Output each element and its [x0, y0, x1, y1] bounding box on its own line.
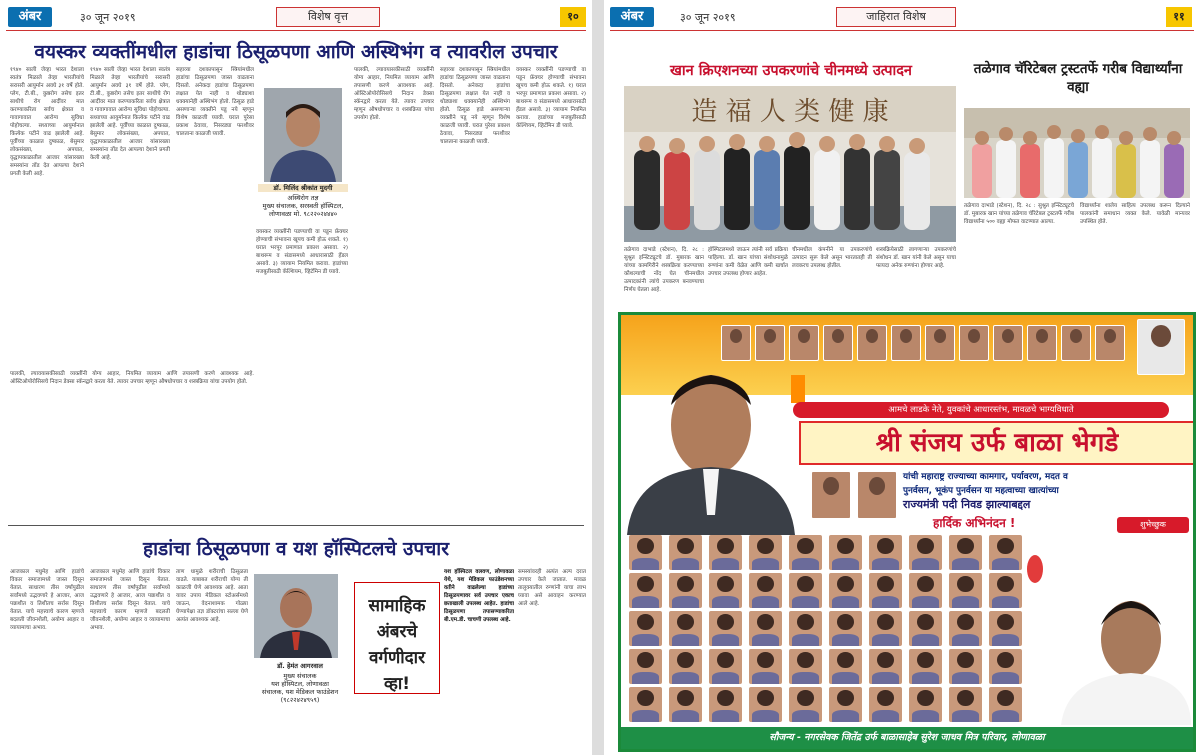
supporter-photo [829, 687, 862, 722]
article-column: हॉस्पिटलमध्ये जाऊन त्यांनी सर्व प्रक्रिया पाहिल्या. डॉ. खान यांच्या संशोधनामुळे रुग्णांना कमी वेळेत आणि कमी खर्चात उपचार उपलब्ध होणार आहेत. [708, 247, 788, 277]
supporter-photo [949, 535, 982, 570]
doctor-photo [254, 574, 338, 658]
leader-photo [1095, 325, 1125, 361]
doctor-caption-detail: मुख्य संचालक यश हॉस्पिटल, लोणावळा संचालक, यश मेडिकल फाउंडेशन (९८२२४२४९५९) [261, 672, 339, 704]
leader-photo [891, 325, 921, 361]
advert-line: पुनर्वसन, भूकंप पुनर्वसन या महत्वाच्या खात्यांच्या [903, 486, 1059, 496]
article-headline: वयस्कर व्यक्तींमधील हाडांचा ठिसूळपणा आणि अस्थिभंग व त्यावरील उपचार [34, 41, 558, 63]
leader-photo [811, 471, 851, 519]
sponsor-portrait [1041, 585, 1191, 725]
supporter-photo [949, 573, 982, 608]
right-page [604, 0, 1200, 755]
supporter-photo [949, 687, 982, 722]
supporter-photo [909, 573, 942, 608]
advert-footer: सौजन्य - नगरसेवक जितेंद्र उर्फ बाळासाहेब सुरेश जाधव मित्र परिवार, लोणावळा [621, 727, 1193, 749]
doctor-caption: डॉ. हेमंत आगरवाल [277, 662, 323, 670]
article-column: चीनमधील कंपनीने या उपकरणांचे उत्पादन सुरू केले असून भारतातही ती लवकरच उपलब्ध होतील. [792, 247, 872, 269]
masthead-rule [6, 30, 586, 31]
leader-photo [993, 325, 1023, 361]
supporter-photo [669, 649, 702, 684]
advert-greeting: हार्दिक अभिनंदन ! [933, 516, 1016, 530]
doctor-portrait-icon [254, 574, 338, 658]
supporter-photo [909, 535, 942, 570]
issue-date: ३० जून २०१९ [80, 11, 136, 24]
supporter-photo [909, 611, 942, 646]
article-column: पालकी, ल्यावयासकीसाठी व्यक्तींनी योग्य आहार, नियमित व्यायाम आणि तपासणी करणे आवश्यक आहे. ऑस्टिओपोरोसिसचे निदान डेक्सा स्कॅनद्वारे करता येते. त्यावर उपचार म्हणून औषधोपचार व शस्त्रक्रिया यांचा उपयोग होतो. [10, 371, 254, 385]
article-column: तळेगाव दाभाडे (स्टेशन), दि. २८ : सुश्रुत इन्स्टिट्यूटचे डॉ. मुबारक खान यांच्या कामगिरीने शस्त्रक्रिया करण्याच्या कौशल्याची नोंद घेत चीनमधील उत्पादकांनी त्यांचे उपकरण बनवण्याचा निर्णय घेतला आहे. [624, 247, 704, 293]
students-group-photo [964, 108, 1190, 198]
article-column: तळेगाव दाभाडे (स्टेशन), दि. २८ : सुश्रुत इन्स्टिट्यूटचे डॉ. मुबारक खान यांच्या तळेगाव चॅरिटेबल ट्रस्टतर्फे गरीब विद्यार्थ्यांना ५०० वह्या मोफत वाटण्यात आल्या. [964, 203, 1074, 225]
leader-photo [857, 471, 897, 519]
supporter-photo [869, 649, 902, 684]
article-column: सहाव्या दशकापासून स्त्रियांमधील हाडांचा ठिसूळपणा जास्त वाढताना दिसतो. अनेकदा हाडांचा ठिसूळपणा लक्षात येत नाही व थोड्याशा धक्क्यानेही अस्थिभंग होतो. ठिसूळ हाडे असणाऱ्या व्यक्तीने पडू नये म्हणून विशेष काळजी घ्यावी. घरात पुरेसा प्रकाश ठेवावा, निसरड्या फरशीवर चालताना काळजी घ्यावी. [176, 67, 254, 137]
supporter-photo [669, 573, 702, 608]
section-label: विशेष वृत्त [276, 7, 380, 27]
factory-group-photo [624, 86, 956, 242]
minister-portrait-icon [627, 355, 795, 535]
supporter-photo [749, 573, 782, 608]
group-photo [624, 86, 956, 242]
logo: अंबर [8, 7, 52, 27]
supporter-photo [869, 573, 902, 608]
leader-photo [1061, 325, 1091, 361]
article-column: १९४० साली जेव्हा भारत देशाला स्वतंत्र मिळाले तेव्हा भारतीयांचे सरासरी आयुर्मान अवघे ३१ वर्षे होते. प्लेग, टी.बी., कुष्ठरोग तसेच इतर साथीचे रोग आदींवर मात करण्याकरिता सर्वच क्षेत्रात व गावागावात आरोग्य सुविधा पोहोचल्या. सध्याच्या आयुर्मानात कित्येक पटीने वाढ झालेली आहे. पूर्वीच्या काळात दुष्काळ, बेसुमार लोकसंख्या, अपघात, वृद्धापकाळातील आजार यांसारख्या समस्यांना तोंड देत आपल्या देशाने प्रगती केली आहे. [10, 67, 84, 177]
supporter-photo [709, 535, 742, 570]
leader-photo [857, 325, 887, 361]
supporter-photo [949, 611, 982, 646]
supporter-photo [789, 687, 822, 722]
subscription-box: सामाहिक अंबरचे वर्गणीदार व्हा! [354, 582, 440, 694]
supporter-photo [669, 611, 702, 646]
doctor-photo [264, 88, 342, 182]
left-masthead [0, 6, 592, 28]
sponsor-portrait-icon [1041, 585, 1191, 725]
article-column: वयस्कर व्यक्तींनी पडण्याची वा पडून फ्रॅक्चर होण्याची संभावना खूपच कमी होऊ शकते. १) घरात भरपूर प्रमाणात प्रकाश असावा. २) बाथरूम व संडासमध्ये आधारासाठी हँडल असावे. ३) व्यायाम नियमित करावा. हाडांच्या मजबुतीसाठी कॅल्शियम, व्हिटॅमिन डी घ्यावे. [516, 67, 586, 129]
supporter-photo [829, 649, 862, 684]
advert-line: यांची महाराष्ट्र राज्याच्या कामगार, पर्यावरण, मदत व [903, 472, 1068, 482]
supporter-photo [789, 535, 822, 570]
masthead-rule [610, 30, 1194, 31]
leader-photo [959, 325, 989, 361]
logo: अंबर [610, 7, 654, 27]
supporter-photo [629, 649, 662, 684]
supporter-photo [629, 687, 662, 722]
issue-date: ३० जून २०१९ [680, 11, 736, 24]
supporter-photo [789, 573, 822, 608]
supporter-photo [989, 687, 1022, 722]
supporter-photo [869, 687, 902, 722]
supporter-photo [949, 649, 982, 684]
supporter-photo [629, 611, 662, 646]
supporters-grid [629, 535, 1027, 725]
supporter-photo [989, 535, 1022, 570]
supporter-photo [989, 649, 1022, 684]
supporter-photo [989, 611, 1022, 646]
supporter-photo [829, 573, 862, 608]
supporter-photo [869, 611, 902, 646]
doctor-caption-detail: अस्थिरोग तज्ञ मुख्य संचालक, सरस्वती हॉस्पिटल, लोणावळा मो. ९८२२०२४४४० [262, 194, 344, 218]
supporter-photo [829, 535, 862, 570]
page-number: ११ [1166, 7, 1192, 27]
patron-photo [1137, 319, 1185, 375]
section-label: जाहिरात विशेष [836, 7, 956, 27]
article-divider [8, 525, 584, 526]
article-column: १९४० साली जेव्हा भारत देशाला स्वतंत्र मिळाले तेव्हा भारतीयांचे सरासरी आयुर्मान अवघे ३१ वर्षे होते. प्लेग, टी.बी., कुष्ठरोग तसेच इतर साथीचे रोग आदींवर मात करण्याकरिता सर्वच क्षेत्रात व गावागावात आरोग्य सुविधा पोहोचल्या. सध्याच्या आयुर्मानात कित्येक पटीने वाढ झालेली आहे. पूर्वीच्या काळात दुष्काळ, बेसुमार लोकसंख्या, अपघात, वृद्धापकाळातील आजार यांसारख्या समस्यांना तोंड देत आपल्या देशाने प्रगती केली आहे. [90, 67, 170, 161]
supporter-photo [789, 611, 822, 646]
article-column: ताण धामुळे शरीराची ठिसूळता वाढते. याबाबत शरीराची योग्य ती काळजी घेणे आवश्यक आहे. आता यावर उपाय मेडिकल स्टोअर्समध्ये जाऊन, वेदनाशामक गोळ्या घेण्यापेक्षा तज्ञ डॉक्टरांचा सल्ला घेणे अत्यंत आवश्यक आहे. [176, 569, 248, 623]
leader-photo [925, 325, 955, 361]
supporter-photo [869, 535, 902, 570]
supporter-photo [829, 611, 862, 646]
leader-photo [823, 325, 853, 361]
left-page [0, 0, 592, 755]
article-column: पालकी, ल्यावयासकीसाठी व्यक्तींनी योग्य आहार, नियमित व्यायाम आणि तपासणी करणे आवश्यक आहे. ऑस्टिओपोरोसिसचे निदान डेक्सा स्कॅनद्वारे करता येते. त्यावर उपचार म्हणून औषधोपचार व शस्त्रक्रिया यांचा उपयोग होतो. [354, 67, 434, 121]
supporter-photo [709, 573, 742, 608]
flower-icon [1027, 555, 1043, 583]
article-column: आजकाल मधुमेह आणि हाडांचे विकार समाजामध्ये जास्त दिसून येतात. साधारण तीस वर्षांपुढील सर्वांमध्ये उद्भवणारे हे आजार, आज पन्नाशीत व तिशीतच सर्रास दिसून येतात. याचे महत्त्वाचे कारण म्हणजे बदलती जीवनशैली, अयोग्य आहार व व्यायामाचा अभाव. [10, 569, 84, 631]
well-wisher-badge: शुभेच्छुक [1117, 517, 1189, 533]
supporter-photo [909, 687, 942, 722]
minister-name: श्री संजय उर्फ बाळा भेगडे [799, 421, 1195, 465]
article-column: शस्त्रक्रियेसाठी लागणाऱ्या उपकरणांचे संशोधन डॉ. खान यांनी केले असून याचा फायदा अनेक रुग्णांना होणार आहे. [876, 247, 956, 269]
minister-portrait [627, 355, 795, 535]
article-headline: तळेगाव चॅरिटेबल ट्रस्टतर्फे गरीब विद्यार्थ्यांना वह्या [973, 61, 1183, 95]
article-column: वयस्कर व्यक्तींनी पडण्याची वा पडून फ्रॅक्चर होण्याची संभावना खूपच कमी होऊ शकते. १) घरात भरपूर प्रमाणात प्रकाश असावा. २) बाथरूम व संडासमध्ये आधारासाठी हँडल असावे. ३) व्यायाम नियमित करावा. हाडांच्या मजबुतीसाठी कॅल्शियम, व्हिटॅमिन डी घ्यावे. [256, 229, 348, 275]
supporter-photo [669, 535, 702, 570]
leader-photo [1027, 325, 1057, 361]
article-column: समस्यांवरही अत्यंत अल्प दरात उपचार केले जातात. मावळ तालुक्यातील रुग्णांनी याचा लाभ घ्यावा असे आवाहन करण्यात आले आहे. [518, 569, 586, 607]
article-column: आजकाल मधुमेह आणि हाडांचे विकार समाजामध्ये जास्त दिसून येतात. साधारण तीस वर्षांपुढील सर्वांमध्ये उद्भवणारे हे आजार, आज पन्नाशीत व तिशीतच सर्रास दिसून येतात. याचे महत्त्वाचे कारण म्हणजे बदलती जीवनशैली, अयोग्य आहार व व्यायामाचा अभाव. [90, 569, 170, 631]
supporter-photo [789, 649, 822, 684]
page-gutter [592, 0, 604, 755]
supporter-photo [749, 649, 782, 684]
factory-sign: 造 福 人 类 健 康 [691, 97, 889, 127]
supporter-photo [749, 687, 782, 722]
right-masthead [604, 6, 1200, 28]
hospital-notice: यश हॉस्पिटल वलवण, लोणावळा येथे, यश मेडिकल फाउंडेशनच्या वतीने वाढलेल्या हाडांच्या ठिसूळपणावर सर्व उपचार एकाच छताखाली उपलब्ध आहेत. हाडांचा ठिसूळपणा तपासण्याकरिता बी.एम.डी. चाचणी उपलब्ध आहे. [444, 569, 514, 623]
supporter-photo [669, 687, 702, 722]
article-column: विद्यार्थ्यांना शालेय साहित्य उपलब्ध करून दिल्याने पालकांनी समाधान व्यक्त केले. यावेळी मान्यवर उपस्थित होते. [1080, 203, 1190, 225]
doctor-caption: डॉ. मिलिंद श्रीकांत मुदगी [258, 184, 348, 192]
supporter-photo [629, 535, 662, 570]
advert-slogan: आमचे लाडके नेते, युवकांचे आधारस्तंभ, मावळचे भाग्यविधाते [793, 402, 1169, 418]
supporter-photo [749, 611, 782, 646]
charity-photo [964, 108, 1190, 198]
article-headline: हाडांचा ठिसूळपणा व यश हॉस्पिटलचे उपचार [143, 538, 449, 560]
supporter-photo [989, 573, 1022, 608]
article-headline: खान क्रिएशनच्या उपकरणांचे चीनमध्ये उत्पादन [670, 63, 912, 79]
congratulation-advert [618, 312, 1196, 752]
doctor-portrait-icon [264, 88, 342, 182]
supporter-photo [749, 535, 782, 570]
supporter-photo [709, 649, 742, 684]
supporter-photo [629, 573, 662, 608]
party-flag-icon [791, 375, 805, 403]
supporter-photo [709, 611, 742, 646]
article-column: सहाव्या दशकापासून स्त्रियांमधील हाडांचा ठिसूळपणा जास्त वाढताना दिसतो. अनेकदा हाडांचा ठिसूळपणा लक्षात येत नाही व थोड्याशा धक्क्यानेही अस्थिभंग होतो. ठिसूळ हाडे असणाऱ्या व्यक्तीने पडू नये म्हणून विशेष काळजी घ्यावी. घरात पुरेसा प्रकाश ठेवावा, निसरड्या फरशीवर चालताना काळजी घ्यावी. [440, 67, 510, 145]
advert-line: राज्यमंत्री पदी निवड झाल्याबद्दल [903, 498, 1031, 511]
supporter-photo [909, 649, 942, 684]
supporter-photo [709, 687, 742, 722]
page-number: १० [560, 7, 586, 27]
